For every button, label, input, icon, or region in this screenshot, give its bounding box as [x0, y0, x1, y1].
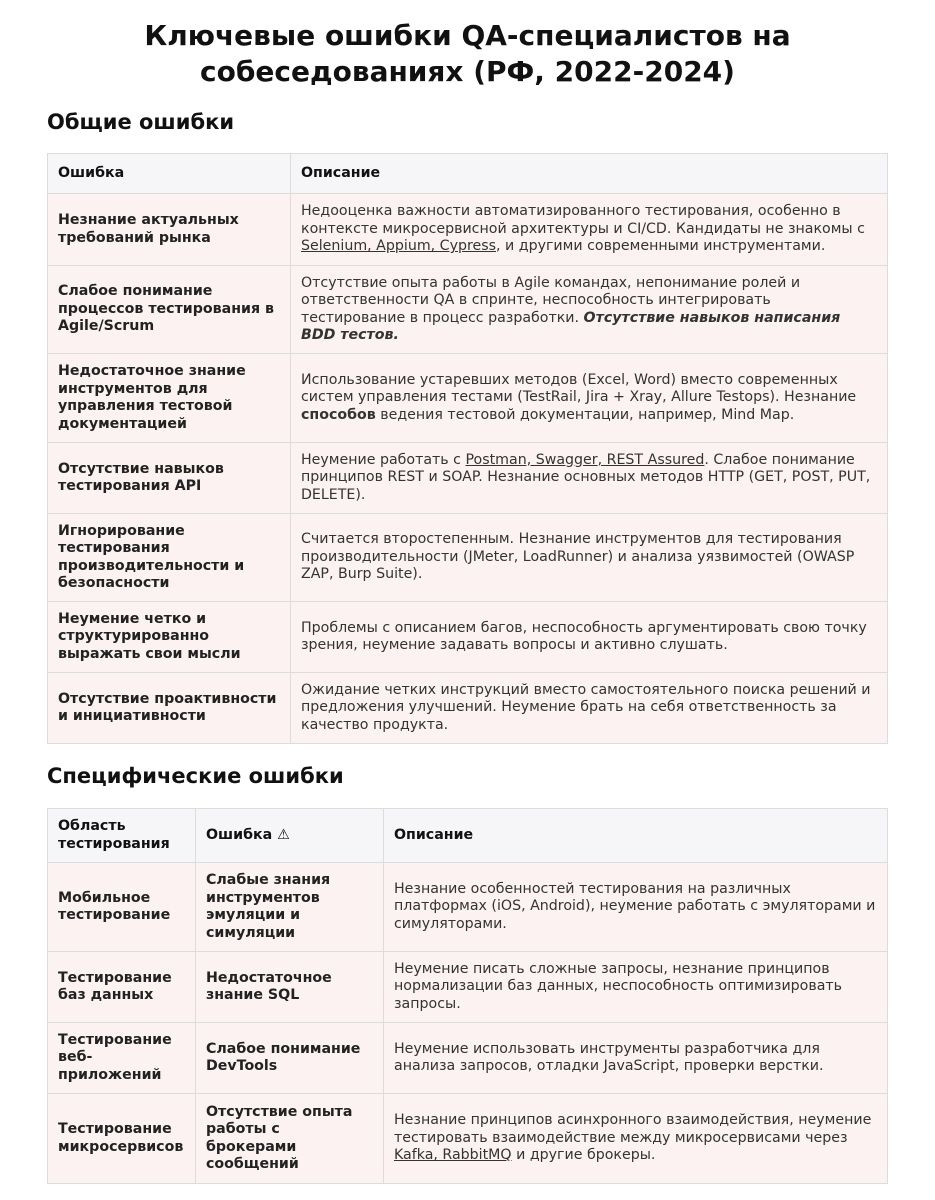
table-row [48, 1094, 888, 1184]
specific-errors-table [47, 808, 888, 1184]
error-description [291, 354, 888, 443]
table-row [48, 952, 888, 1023]
description-text: Отсутствие опыта работы в Agile командах, непонимание ролей и ответственности QA в спринте, неспособность интегрировать тестирование в процесс разработки. [301, 274, 801, 326]
table-header-row [48, 154, 888, 194]
error-description: Проблемы с описанием багов, неспособность аргументировать свою точку зрения, неумение задавать вопросы и активно слушать. [291, 602, 888, 673]
error-name: Отсутствие навыков тестирования API [48, 443, 291, 514]
description-text: ведения тестовой документации, например, Mind Map. [375, 406, 795, 423]
table-row [48, 673, 888, 744]
error-name: Недостаточное знание инструментов для управления тестовой документацией [48, 354, 291, 443]
error-description: Незнание особенностей тестирования на различных платформах (iOS, Android), неумение работать с эмуляторами и симуляторами. [384, 863, 888, 952]
error-name: Отсутствие проактивности и инициативности [48, 673, 291, 744]
tools-link[interactable]: Postman, Swagger, REST Assured [465, 451, 705, 468]
testing-area: Тестирование баз данных [48, 952, 196, 1023]
page-title: Ключевые ошибки QA-специалистов на собеседованиях (РФ, 2022-2024) [144, 19, 791, 88]
description-text: Незнание принципов асинхронного взаимодействия, неумение тестировать взаимодействие между микросервисами через [394, 1112, 872, 1146]
tools-link[interactable]: Selenium, Appium, Cypress [301, 238, 497, 255]
table-row [48, 602, 888, 673]
error-description: Считается второстепенным. Незнание инструментов для тестирования производительности (JMeter, LoadRunner) и анализа уязвимостей (OWASP ZAP, Burp Suite). [291, 514, 888, 602]
error-description [291, 443, 888, 514]
table-row [48, 863, 888, 952]
table-row [48, 514, 888, 602]
testing-area: Тестирование веб-приложений [48, 1023, 196, 1094]
table-row [48, 194, 888, 266]
table-row [48, 266, 888, 354]
testing-area: Тестирование микросервисов [48, 1094, 196, 1184]
error-description [291, 194, 888, 266]
error-name: Игнорирование тестирования производительности и безопасности [48, 514, 291, 602]
column-header-area: Область тестирования [48, 809, 196, 863]
error-name: Недостаточное знание SQL [196, 952, 384, 1023]
section-heading-specific: Специфические ошибки [47, 764, 344, 788]
table-row [48, 1023, 888, 1094]
error-description: Неумение использовать инструменты разработчика для анализа запросов, отладки JavaScript, проверки верстки. [384, 1023, 888, 1094]
error-description: Ожидание четких инструкций вместо самостоятельного поиска решений и предложения улучшений. Неумение брать на себя ответственность за качество продукта. [291, 673, 888, 744]
column-header-error: Ошибка ⚠ [196, 809, 384, 863]
error-description [291, 266, 888, 354]
description-text: . Слабое понимание принципов REST и SOAP. Незнание основных методов HTTP (GET, POST, PUT, DELETE). [301, 451, 871, 503]
table-row [48, 443, 888, 514]
testing-area: Мобильное тестирование [48, 863, 196, 952]
error-name: Неумение четко и структурированно выражать свои мысли [48, 602, 291, 673]
error-name: Слабые знания инструментов эмуляции и симуляции [196, 863, 384, 952]
error-description [384, 1094, 888, 1184]
error-name: Отсутствие опыта работы с брокерами сообщений [196, 1094, 384, 1184]
column-header-description: Описание [384, 809, 888, 863]
error-name: Слабое понимание процессов тестирования в Agile/Scrum [48, 266, 291, 354]
error-name: Незнание актуальных требований рынка [48, 194, 291, 266]
tools-link[interactable]: Kafka, RabbitMQ [394, 1147, 512, 1164]
error-description: Неумение писать сложные запросы, незнание принципов нормализации баз данных, неспособность оптимизировать запросы. [384, 952, 888, 1023]
column-header-error: Ошибка [48, 154, 291, 194]
description-text: Неумение работать с [301, 451, 466, 468]
table-header-row [48, 809, 888, 863]
error-name: Слабое понимание DevTools [196, 1023, 384, 1094]
description-text: Использование устаревших методов (Excel, Word) вместо современных систем управления тестами (TestRail, Jira + Xray, Allure Testops). Незнание [301, 371, 857, 406]
description-text: и другие брокеры. [511, 1147, 656, 1164]
bold-text: способов [301, 406, 376, 423]
section-heading-general: Общие ошибки [47, 110, 235, 134]
emphasis-text: Отсутствие навыков написания BDD тестов. [301, 309, 841, 343]
description-text: Недооценка важности автоматизированного тестирования, особенно в контексте микросервисной архитектуры и CI/CD. Кандидаты не знакомы с [301, 203, 865, 237]
general-errors-table [47, 153, 888, 744]
table-row [48, 354, 888, 443]
description-text: , и другими современными инструментами. [496, 238, 826, 255]
column-header-description: Описание [291, 154, 888, 194]
